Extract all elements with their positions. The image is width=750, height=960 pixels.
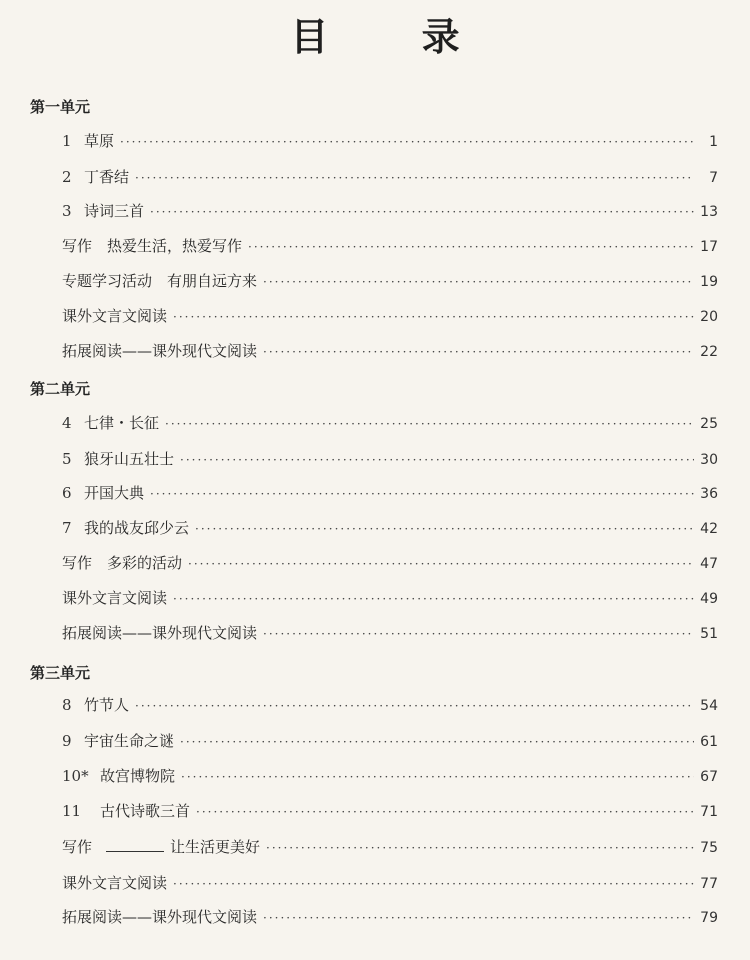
page-number: 42 [700, 521, 718, 537]
page-number: 36 [700, 486, 718, 502]
toc-entry[interactable] [62, 587, 718, 609]
toc-entry[interactable] [62, 800, 718, 822]
dot-leader [263, 911, 694, 925]
page-number: 13 [700, 204, 718, 220]
entry-title: 七律・长征 [84, 414, 160, 432]
entry-number: 8 [62, 696, 72, 714]
entry-title: 拓展阅读——课外现代文阅读 [62, 908, 258, 926]
dot-leader [180, 735, 694, 749]
dot-leader [165, 417, 694, 431]
dot-leader [135, 699, 694, 713]
dot-leader [150, 487, 694, 501]
dot-leader [135, 171, 694, 185]
page-number: 71 [700, 804, 718, 820]
entry-number: 11 [62, 802, 82, 820]
dot-leader [195, 522, 694, 536]
dot-leader [180, 453, 694, 467]
toc-entry[interactable] [62, 836, 718, 858]
entry-number: 9 [62, 732, 72, 750]
entry-title: 写作 多彩的活动 [62, 554, 183, 572]
toc-entry[interactable] [62, 517, 718, 539]
entry-title: 让生活更美好 [170, 838, 261, 856]
page-number: 30 [700, 452, 718, 468]
entry-title: 课外文言文阅读 [62, 874, 168, 892]
entry-title: 课外文言文阅读 [62, 589, 168, 607]
unit-heading: 第一单元 [30, 98, 91, 116]
entry-title: 竹节人 [84, 696, 130, 714]
entry-title: 故宫博物院 [100, 767, 176, 785]
page-number: 54 [700, 698, 718, 714]
dot-leader [150, 205, 694, 219]
page-number: 77 [700, 876, 718, 892]
toc-entry[interactable] [62, 622, 718, 644]
entry-number: 1 [62, 132, 72, 150]
toc-entry[interactable] [62, 166, 718, 188]
toc-entry[interactable] [62, 872, 718, 894]
toc-entry[interactable] [62, 552, 718, 574]
toc-entry[interactable] [62, 694, 718, 716]
page-number: 61 [700, 734, 718, 750]
toc-entry[interactable] [62, 730, 718, 752]
toc-entry[interactable] [62, 906, 718, 928]
unit-heading: 第三单元 [30, 664, 91, 682]
page-number: 75 [700, 840, 718, 856]
dot-leader [181, 770, 694, 784]
page-number: 79 [700, 910, 718, 926]
entry-title: 草原 [84, 132, 115, 150]
page-number: 7 [709, 170, 718, 186]
entry-title: 我的战友邱少云 [84, 519, 190, 537]
entry-number: 3 [62, 202, 72, 220]
entry-number: 5 [62, 450, 72, 468]
entry-title: 课外文言文阅读 [62, 307, 168, 325]
page-number: 20 [700, 309, 718, 325]
page-number: 25 [700, 416, 718, 432]
dot-leader [263, 345, 694, 359]
fill-in-blank [106, 839, 164, 852]
dot-leader [263, 627, 694, 641]
toc-entry[interactable] [62, 305, 718, 327]
dot-leader [173, 877, 694, 891]
entry-number: 6 [62, 484, 72, 502]
toc-entry[interactable] [62, 200, 718, 222]
entry-prefix: 写作 [62, 838, 93, 856]
dot-leader [188, 557, 694, 571]
entry-title: 专题学习活动 有朋自远方来 [62, 272, 258, 290]
entry-title: 写作 热爱生活，热爱写作 [62, 237, 243, 255]
unit-heading: 第二单元 [30, 380, 91, 398]
page-title: 目 录 [290, 14, 500, 59]
page-number: 17 [700, 239, 718, 255]
page-number: 22 [700, 344, 718, 360]
entry-title: 宇宙生命之谜 [84, 732, 175, 750]
entry-title: 开国大典 [84, 484, 145, 502]
toc-entry[interactable] [62, 130, 718, 152]
entry-title: 丁香结 [84, 168, 130, 186]
page-number: 67 [700, 769, 718, 785]
toc-entry[interactable] [62, 270, 718, 292]
page-number: 1 [709, 134, 718, 150]
entry-title: 拓展阅读——课外现代文阅读 [62, 624, 258, 642]
dot-leader [248, 240, 694, 254]
page-number: 47 [700, 556, 718, 572]
page-number: 19 [700, 274, 718, 290]
dot-leader [266, 841, 694, 855]
toc-entry[interactable] [62, 340, 718, 362]
page-number: 51 [700, 626, 718, 642]
entry-title: 古代诗歌三首 [100, 802, 191, 820]
dot-leader [173, 310, 694, 324]
dot-leader [263, 275, 694, 289]
dot-leader [196, 805, 694, 819]
toc-entry[interactable] [62, 482, 718, 504]
toc-entry[interactable] [62, 765, 718, 787]
entry-number: 7 [62, 519, 72, 537]
dot-leader [173, 592, 694, 606]
dot-leader [120, 135, 694, 149]
entry-title: 拓展阅读——课外现代文阅读 [62, 342, 258, 360]
toc-entry[interactable] [62, 412, 718, 434]
entry-title: 狼牙山五壮士 [84, 450, 175, 468]
entry-number: 2 [62, 168, 72, 186]
entry-title: 诗词三首 [84, 202, 145, 220]
toc-entry[interactable] [62, 235, 718, 257]
toc-entry[interactable] [62, 448, 718, 470]
page-number: 49 [700, 591, 718, 607]
entry-number: 4 [62, 414, 72, 432]
entry-number: 10* [62, 767, 89, 785]
